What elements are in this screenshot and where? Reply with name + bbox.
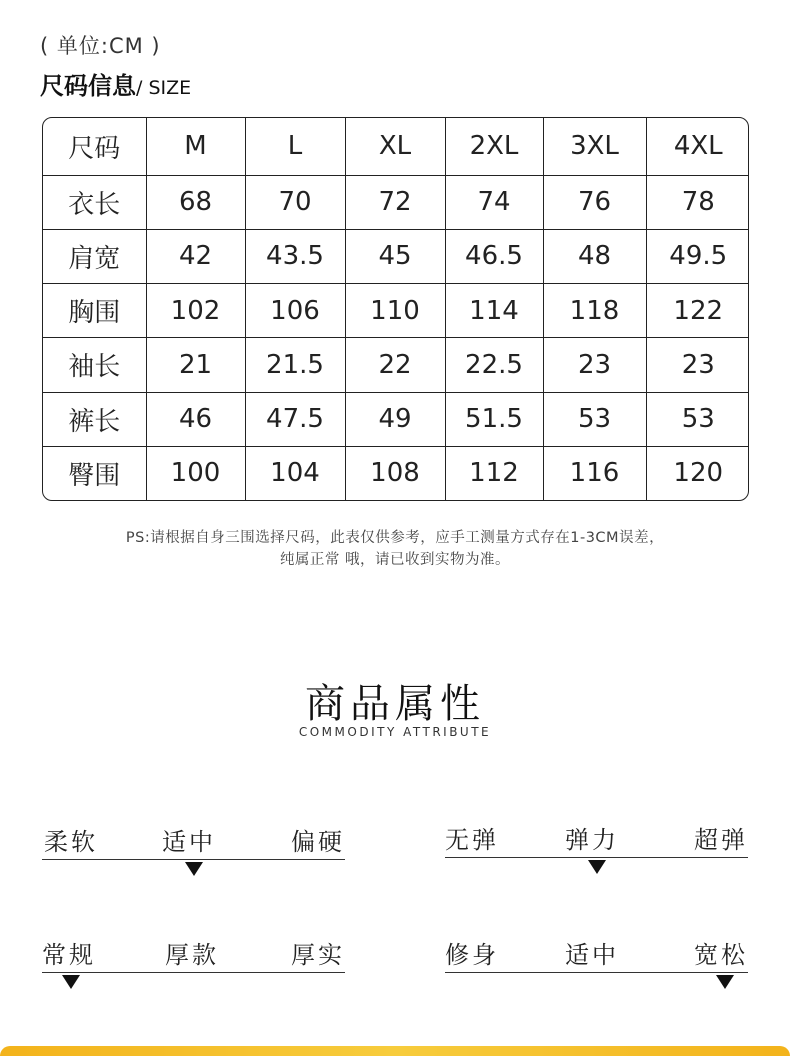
table-row-label: 臀围 [43, 446, 146, 500]
table-cell: 53 [646, 392, 749, 446]
table-row [43, 446, 749, 500]
table-cell: 23 [543, 338, 646, 392]
table-cell: 22 [345, 338, 445, 392]
table-cell: 108 [345, 446, 445, 500]
table-row [43, 175, 749, 229]
scale-label: 常规 [42, 941, 96, 969]
table-row [43, 284, 749, 338]
attribute-title: 商品属性 [305, 681, 485, 727]
scale-label: 厚实 [291, 941, 345, 969]
size-title [40, 66, 191, 101]
table-row [43, 338, 749, 392]
table-row-label: 衣长 [43, 175, 146, 229]
elasticity-scale [445, 820, 748, 880]
scale-marker-icon [716, 975, 734, 989]
table-cell: 78 [646, 175, 749, 229]
table-row-label: 胸围 [43, 284, 146, 338]
size-table [42, 117, 749, 501]
size-title-en: / SIZE [136, 77, 192, 99]
scale-label: 无弹 [445, 826, 499, 854]
size-title-cn: 尺码信息 [40, 72, 136, 100]
table-cell: 51.5 [445, 392, 543, 446]
table-cell: 23 [646, 338, 749, 392]
scale-label: 宽松 [694, 941, 748, 969]
table-cell: 114 [445, 284, 543, 338]
table-cell: 48 [543, 229, 646, 283]
table-cell: 68 [146, 175, 245, 229]
table-row [43, 392, 749, 446]
table-cell: 76 [543, 175, 646, 229]
unit-label: ( 单位:CM ) [40, 34, 161, 58]
scale-label: 偏硬 [291, 828, 345, 856]
attribute-subtitle: COMMODITY ATTRIBUTE [298, 725, 492, 739]
table-header-cell: L [245, 118, 345, 175]
scale-label: 修身 [445, 941, 499, 969]
softness-scale [42, 822, 345, 882]
table-cell: 45 [345, 229, 445, 283]
table-row-label: 裤长 [43, 392, 146, 446]
table-cell: 72 [345, 175, 445, 229]
table-cell: 21 [146, 338, 245, 392]
scale-line [42, 859, 345, 860]
thickness-scale [42, 935, 345, 995]
table-cell: 49 [345, 392, 445, 446]
scale-marker-icon [588, 860, 606, 874]
table-cell: 106 [245, 284, 345, 338]
scale-label: 超弹 [694, 826, 748, 854]
table-cell: 104 [245, 446, 345, 500]
table-cell: 22.5 [445, 338, 543, 392]
scale-marker-icon [62, 975, 80, 989]
table-header-cell: M [146, 118, 245, 175]
table-row [43, 229, 749, 283]
scale-label: 厚款 [165, 941, 219, 969]
scale-label: 柔软 [44, 828, 98, 856]
table-cell: 49.5 [646, 229, 749, 283]
table-header-row [43, 118, 749, 175]
table-cell: 110 [345, 284, 445, 338]
note-line-2: 纯属正常 哦，请已收到实物为准。 [279, 552, 511, 568]
table-row-label: 袖长 [43, 338, 146, 392]
table-cell: 46.5 [445, 229, 543, 283]
table-header-cell: 3XL [543, 118, 646, 175]
table-header-cell: 4XL [646, 118, 749, 175]
table-cell: 53 [543, 392, 646, 446]
note-line-1: PS:请根据自身三围选择尺码，此表仅供参考，应手工测量方式存在1-3CM误差， [125, 530, 665, 546]
table-cell: 43.5 [245, 229, 345, 283]
scale-line [445, 857, 748, 858]
table-cell: 47.5 [245, 392, 345, 446]
table-cell: 100 [146, 446, 245, 500]
scale-label: 适中 [162, 828, 216, 856]
table-cell: 112 [445, 446, 543, 500]
bottom-accent-bar [0, 1046, 790, 1056]
table-cell: 118 [543, 284, 646, 338]
table-cell: 122 [646, 284, 749, 338]
fit-scale [445, 935, 748, 995]
table-cell: 42 [146, 229, 245, 283]
table-header-cell: 2XL [445, 118, 543, 175]
scale-label: 适中 [565, 941, 619, 969]
scale-label: 弹力 [565, 826, 619, 854]
table-cell: 116 [543, 446, 646, 500]
table-cell: 21.5 [245, 338, 345, 392]
table-row-label: 肩宽 [43, 229, 146, 283]
table-cell: 70 [245, 175, 345, 229]
table-cell: 102 [146, 284, 245, 338]
scale-line [445, 972, 748, 973]
table-cell: 74 [445, 175, 543, 229]
scale-line [42, 972, 345, 973]
table-cell: 46 [146, 392, 245, 446]
table-cell: 120 [673, 458, 724, 489]
table-header-cell: 尺码 [43, 118, 146, 175]
scale-marker-icon [185, 862, 203, 876]
table-header-cell: XL [345, 118, 445, 175]
